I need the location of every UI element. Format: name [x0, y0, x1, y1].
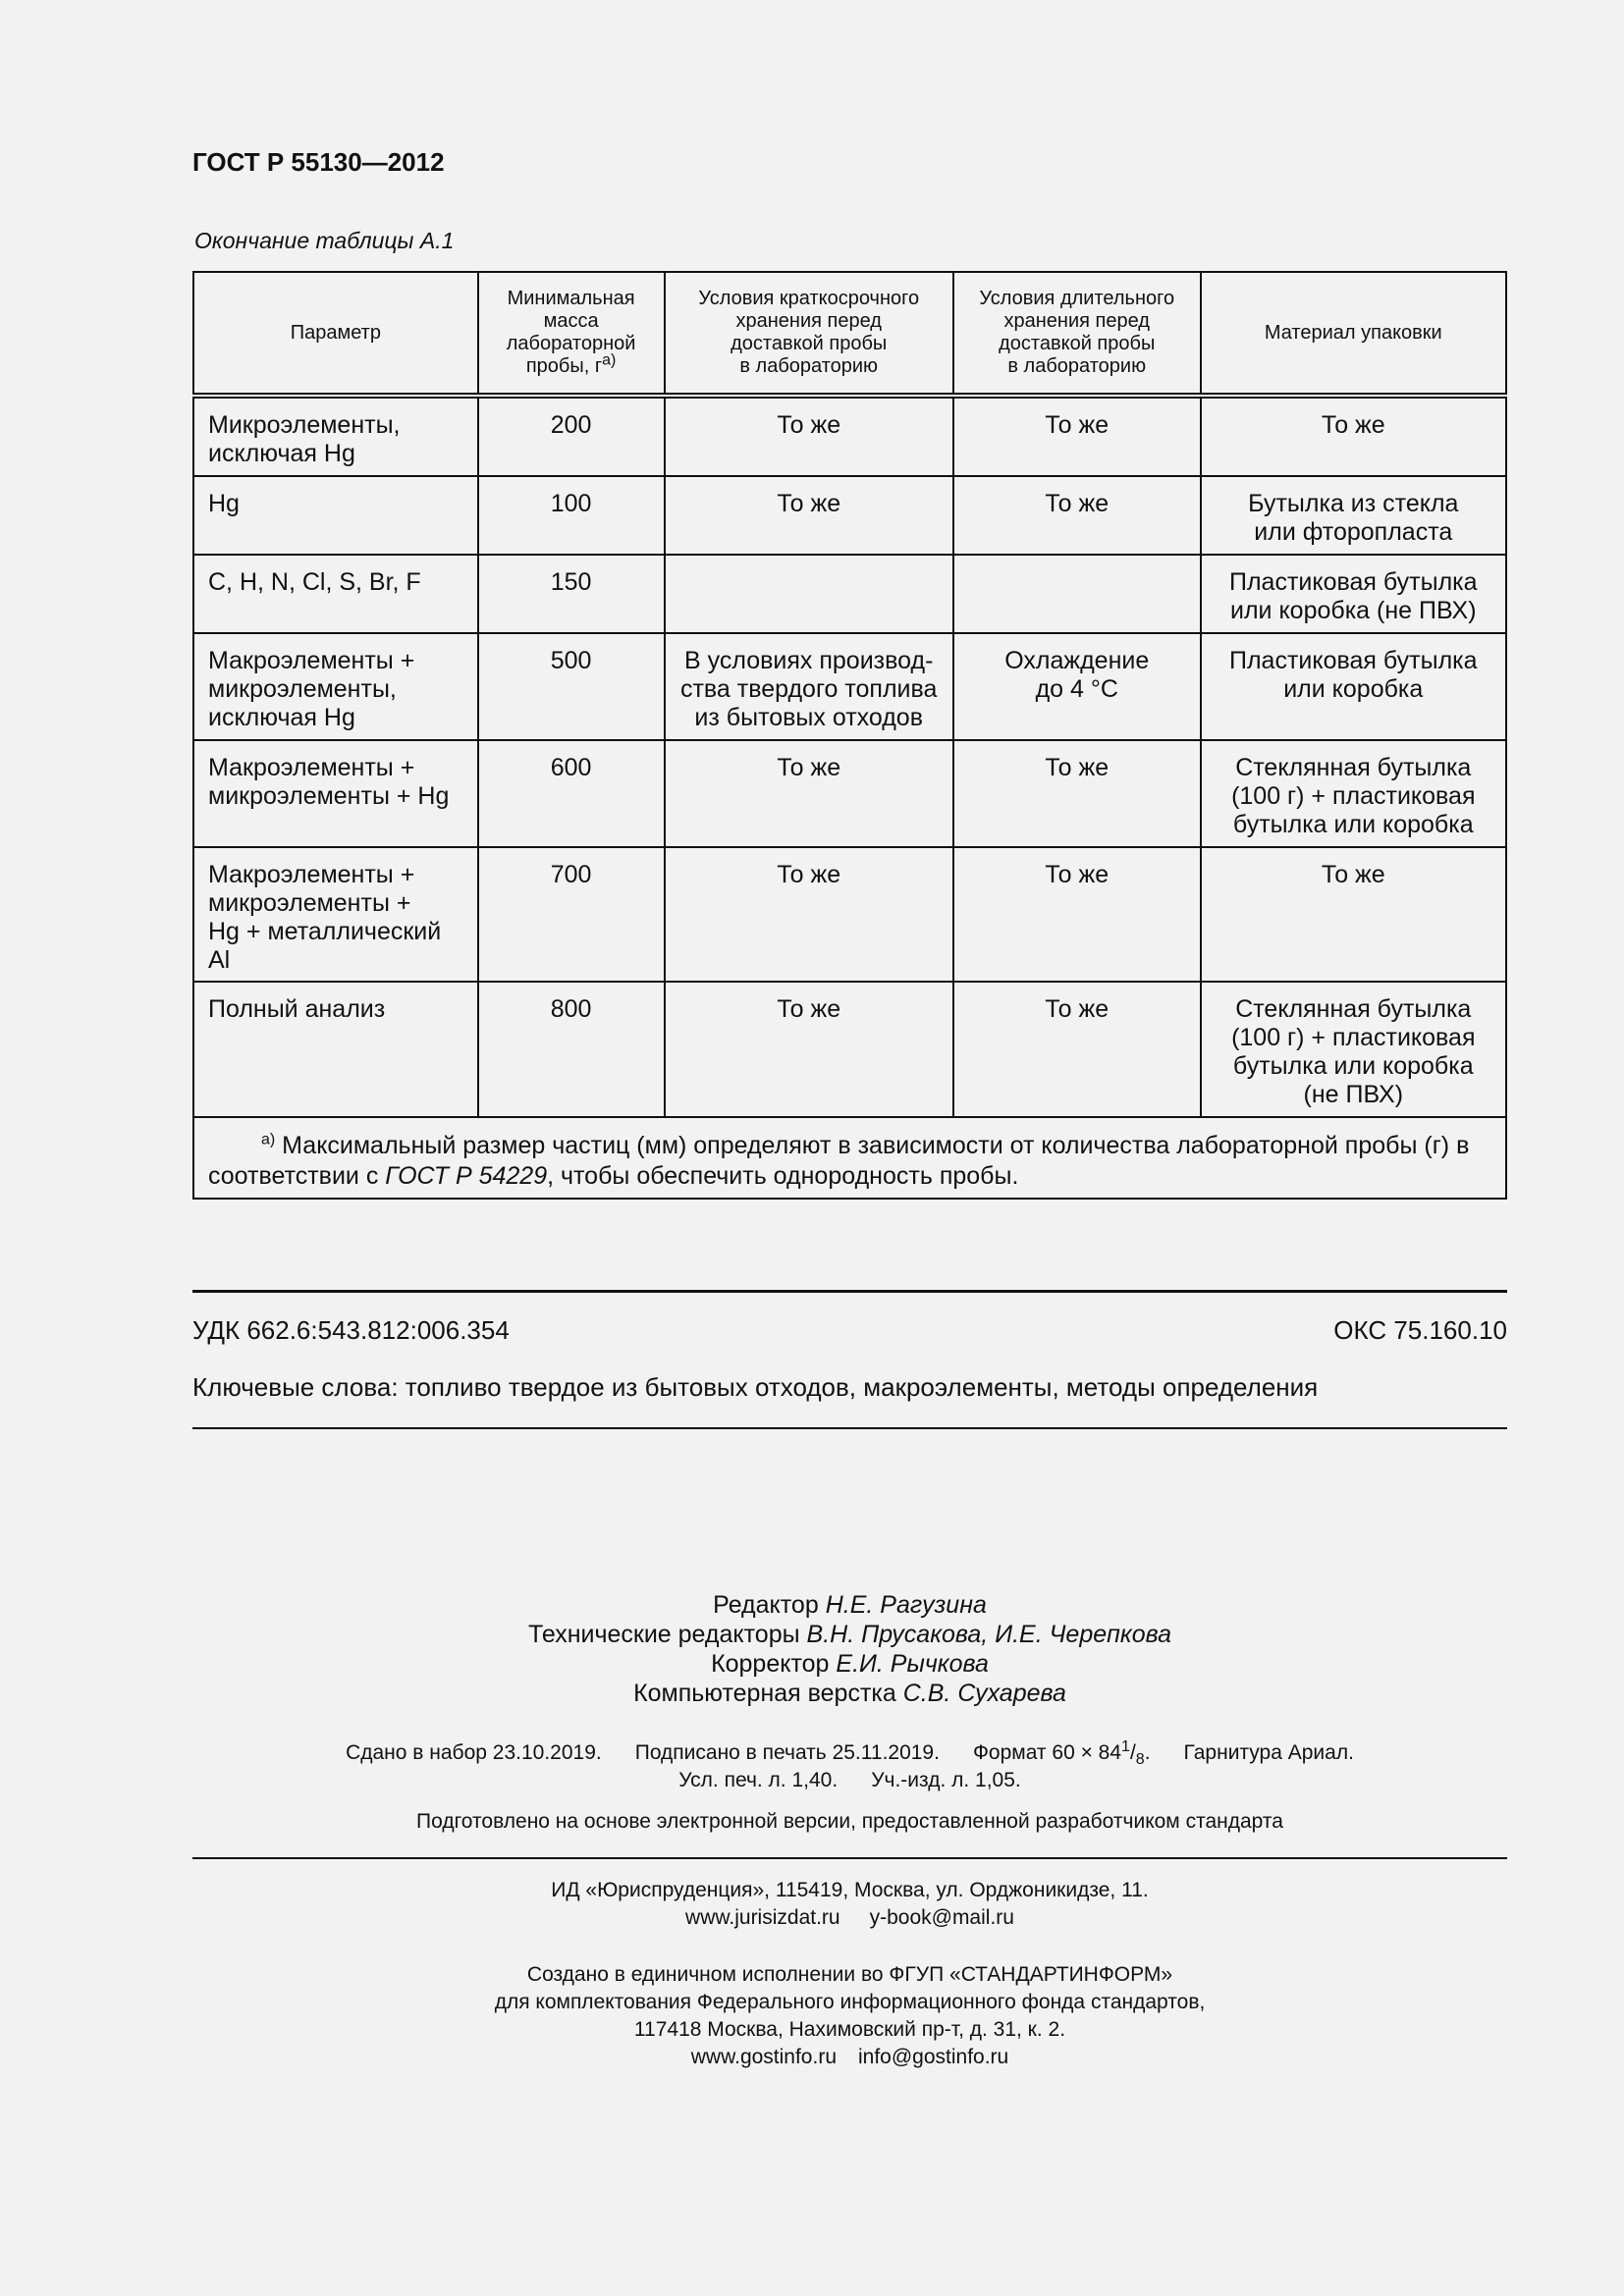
- cell-line: 800: [550, 995, 592, 1023]
- divider-publisher: [192, 1857, 1507, 1859]
- cell-short-storage: [665, 847, 953, 982]
- cell-line: (100 г) + пластиковая: [1231, 782, 1476, 810]
- cell-line: То же: [777, 754, 841, 781]
- cell-short-storage: [665, 633, 953, 740]
- print-info: [192, 1739, 1507, 1794]
- table-header-row: [193, 272, 1506, 396]
- footnote-ref-mark: а): [602, 351, 617, 369]
- cell-line: 100: [550, 490, 592, 517]
- cell-long-storage: [953, 476, 1201, 555]
- cell-line: То же: [1045, 754, 1110, 781]
- header-line: масса: [543, 310, 599, 332]
- cell-min-mass: [478, 740, 665, 847]
- cell-long-storage: [953, 982, 1201, 1117]
- cell-long-storage: [953, 847, 1201, 982]
- cell-min-mass: [478, 555, 665, 633]
- header-line: Условия краткосрочного: [698, 288, 920, 309]
- footnote-text-1: Максимальный размер частиц (мм) определяют в зависимости от количества лабораторной пробы (г) в соответствии с: [208, 1132, 1470, 1190]
- cell-short-storage: [665, 476, 953, 555]
- cell-line: То же: [777, 995, 841, 1023]
- cell-line: Стеклянная бутылка: [1235, 995, 1472, 1023]
- divider-keywords: [192, 1427, 1507, 1429]
- print-sent: Сдано в набор 23.10.2019.: [346, 1741, 602, 1764]
- cell-line: Hg + металлический Al: [208, 918, 442, 974]
- cell-packaging: [1201, 740, 1506, 847]
- header-line: Материал упаковки: [1264, 321, 1442, 344]
- credit-tech-editors: Технические редакторы В.Н. Прусакова, И.Е. Черепкова: [527, 1621, 1172, 1648]
- cell-line: То же: [777, 411, 841, 439]
- table-row: [193, 476, 1506, 555]
- cell-parameter: [193, 476, 478, 555]
- print-font: Гарнитура Ариал.: [1183, 1741, 1354, 1764]
- cell-packaging: [1201, 633, 1506, 740]
- cell-parameter: [193, 740, 478, 847]
- publisher-address: ИД «Юриспруденция», 115419, Москва, ул. Орджоникидзе, 11.: [551, 1879, 1149, 1901]
- cell-line: исключая Hg: [208, 440, 355, 467]
- cell-line: Охлаждение: [1004, 647, 1150, 674]
- header-long-storage: [953, 272, 1201, 396]
- udk-code: УДК 662.6:543.812:006.354: [192, 1315, 510, 1345]
- header-line: Условия длительного: [979, 288, 1175, 309]
- cell-line: Полный анализ: [208, 995, 386, 1023]
- parameters-table: [192, 271, 1507, 1200]
- table-row: [193, 740, 1506, 847]
- footnote-standard-ref: ГОСТ Р 54229: [385, 1162, 548, 1190]
- table-row: [193, 555, 1506, 633]
- cell-parameter: [193, 555, 478, 633]
- header-line: Параметр: [290, 321, 381, 344]
- table-row: [193, 847, 1506, 982]
- cell-line: или фторопласта: [1254, 518, 1453, 546]
- cell-line: 700: [550, 861, 592, 888]
- cell-line: ства твердого топлива: [679, 675, 938, 703]
- cell-short-storage: [665, 555, 953, 633]
- cell-line: Макроэлементы +: [208, 754, 415, 781]
- cell-parameter: [193, 847, 478, 982]
- created-line-3: 117418 Москва, Нахимовский пр-т, д. 31, к. 2.: [633, 2018, 1066, 2041]
- cell-min-mass: [478, 476, 665, 555]
- cell-short-storage: [665, 396, 953, 476]
- cell-line: до 4 °С: [1035, 675, 1118, 703]
- footnote-mark: а): [261, 1131, 276, 1148]
- cell-line: То же: [777, 861, 841, 888]
- gostinfo-email-link[interactable]: info@gostinfo.ru: [858, 2046, 1009, 2068]
- cell-line: (100 г) + пластиковая: [1231, 1024, 1476, 1051]
- publisher-email-link[interactable]: y-book@mail.ru: [869, 1906, 1014, 1929]
- header-line: хранения перед: [735, 310, 882, 332]
- cell-line: Макроэлементы +: [208, 647, 415, 674]
- cell-long-storage: [953, 633, 1201, 740]
- cell-line: C, H, N, Cl, S, Br, F: [208, 568, 421, 596]
- cell-line: 200: [550, 411, 592, 439]
- cell-line: То же: [1045, 995, 1110, 1023]
- cell-long-storage: [953, 396, 1201, 476]
- cell-line: микроэлементы +: [208, 889, 411, 917]
- cell-line: Hg: [208, 490, 240, 517]
- credit-editor: Редактор Н.Е. Рагузина: [713, 1591, 987, 1619]
- gostinfo-site-link[interactable]: www.gostinfo.ru: [690, 2046, 837, 2068]
- header-min-mass: [478, 272, 665, 396]
- cell-line: Макроэлементы +: [208, 861, 415, 888]
- header-packaging: [1201, 272, 1506, 396]
- oks-code: ОКС 75.160.10: [1333, 1315, 1507, 1345]
- cell-packaging: [1201, 555, 1506, 633]
- table-row: [193, 982, 1506, 1117]
- cell-line: или коробка (не ПВХ): [1229, 597, 1477, 624]
- cell-packaging: [1201, 396, 1506, 476]
- cell-line: бутылка или коробка: [1232, 1052, 1474, 1080]
- cell-short-storage: [665, 740, 953, 847]
- cell-line: 600: [550, 754, 592, 781]
- cell-packaging: [1201, 847, 1506, 982]
- credit-corrector: Корректор Е.И. Рычкова: [711, 1650, 989, 1678]
- cell-line: исключая Hg: [208, 704, 355, 731]
- credits-block: [192, 1590, 1507, 1708]
- cell-parameter: [193, 396, 478, 476]
- cell-min-mass: [478, 396, 665, 476]
- document-code: ГОСТ Р 55130—2012: [192, 147, 445, 177]
- cell-line: То же: [777, 490, 841, 517]
- cell-line: Бутылка из стекла: [1248, 490, 1459, 517]
- cell-line: Микроэлементы,: [208, 411, 401, 439]
- cell-line: 500: [550, 647, 592, 674]
- cell-line: То же: [1045, 861, 1110, 888]
- cell-line: из бытовых отходов: [694, 704, 923, 731]
- header-line: хранения перед: [1003, 310, 1150, 332]
- print-uch: Уч.-изд. л. 1,05.: [871, 1769, 1021, 1791]
- print-signed: Подписано в печать 25.11.2019.: [634, 1741, 940, 1764]
- cell-line: В условиях производ-: [684, 647, 934, 674]
- header-short-storage: [665, 272, 953, 396]
- created-line-2: для комплектования Федерального информационного фонда стандартов,: [494, 1991, 1206, 2013]
- table-row: [193, 633, 1506, 740]
- cell-line: 150: [550, 568, 592, 596]
- cell-short-storage: [665, 982, 953, 1117]
- header-line: лабораторной: [506, 333, 636, 354]
- cell-line: То же: [1321, 861, 1385, 888]
- print-format: Формат $60 \times 84^1/_8$.: [972, 1738, 1151, 1769]
- cell-line: микроэлементы,: [208, 675, 397, 703]
- header-line: доставкой пробы: [731, 333, 888, 354]
- print-usl: Усл. печ. л. 1,40.: [678, 1769, 839, 1791]
- cell-parameter: [193, 982, 478, 1117]
- header-parameter: [193, 272, 478, 396]
- header-line: Минимальная: [507, 288, 635, 309]
- cell-min-mass: [478, 847, 665, 982]
- cell-parameter: [193, 633, 478, 740]
- footnote-row: [193, 1117, 1506, 1199]
- footnote-text-2: , чтобы обеспечить однородность пробы.: [547, 1162, 1019, 1190]
- credit-layout: Компьютерная верстка С.В. Сухарева: [633, 1680, 1066, 1707]
- cell-line: микроэлементы + Hg: [208, 782, 450, 810]
- cell-line: Пластиковая бутылка: [1229, 647, 1478, 674]
- cell-long-storage: [953, 740, 1201, 847]
- header-line: в лабораторию: [739, 355, 879, 377]
- cell-packaging: [1201, 476, 1506, 555]
- cell-line: То же: [1321, 411, 1385, 439]
- cell-packaging: [1201, 982, 1506, 1117]
- created-block: [192, 1961, 1507, 2071]
- table-caption: Окончание таблицы А.1: [194, 228, 455, 253]
- divider-top: [192, 1290, 1507, 1293]
- table-row: [193, 396, 1506, 476]
- cell-line: Пластиковая бутылка: [1229, 568, 1478, 596]
- prepared-note: Подготовлено на основе электронной версии, предоставленной разработчиком стандарта: [416, 1810, 1283, 1833]
- cell-line: Стеклянная бутылка: [1235, 754, 1472, 781]
- header-line: в лабораторию: [1007, 355, 1147, 377]
- publisher-site-link[interactable]: www.jurisizdat.ru: [685, 1906, 840, 1929]
- publisher-block: [192, 1877, 1507, 1932]
- cell-min-mass: [478, 633, 665, 740]
- cell-min-mass: [478, 982, 665, 1117]
- cell-line: бутылка или коробка: [1232, 811, 1474, 838]
- cell-line: То же: [1045, 411, 1110, 439]
- keywords: Ключевые слова: топливо твердое из бытовых отходов, макроэлементы, методы определения: [192, 1372, 1319, 1402]
- cell-line: или коробка: [1283, 675, 1424, 703]
- cell-long-storage: [953, 555, 1201, 633]
- created-line-1: Создано в единичном исполнении во ФГУП «СТАНДАРТИНФОРМ»: [526, 1963, 1173, 1986]
- table-footnote: [193, 1117, 1506, 1199]
- header-line: доставкой пробы: [999, 333, 1156, 354]
- cell-line: То же: [1045, 490, 1110, 517]
- cell-line: (не ПВХ): [1303, 1081, 1404, 1108]
- header-line: пробы, г: [525, 355, 603, 377]
